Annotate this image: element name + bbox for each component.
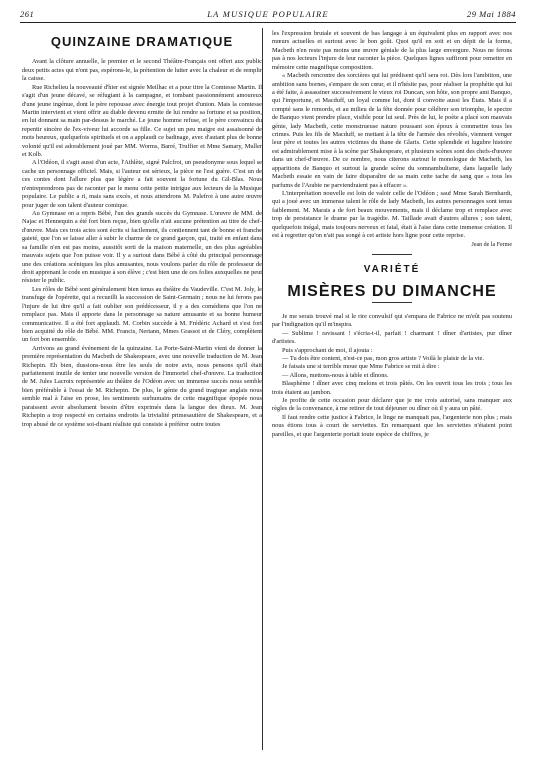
- journal-title: LA MUSIQUE POPULAIRE: [207, 9, 329, 19]
- separator-rule: [372, 254, 412, 255]
- story-paragraph: — Tu dois être content, n'est-ce pas, mon gros artiste ? Voilà le plaisir de la vie.: [282, 354, 484, 362]
- story-paragraph: Blasphème ! dîner avec cinq melons et trois pâtés. On les ouvrit tous les trois ; tous les trois étaient au jambon.: [272, 380, 512, 396]
- article-paragraph: Arrivons au grand événement de la quinzaine. La Porte-Saint-Martin vient de donner la première représentation du Macbeth de Shakespeare, avec une nouvelle traduction de M. Jean Richepin. Eh bien, dussions-nous être les seuls de notre avis, nous pensons qu'il était parfaitement inutile de tenter une nouvelle version de l'immortel chef-d'œuvre. La traduction de M. Jules Lacroix représentée au théâtre de l'Odéon avec un immense succès nous semble bien préférable à l'essai de M. Richepin. De plus, le génie du grand tragique anglais nous semble mal à l'aise en prose, les sentiments surhumains de cette magnifique épopée nous paraissent avoir absolument besoin d'être exprimés dans la langue des dieux. M. Jean Richepin a trop respecté en certains endroits la trivialité primesautière de Shakespeare, et a trop abusé de ce système soi-disant réaliste qui consiste à préférer outre toutes: [22, 344, 262, 428]
- story-paragraph: Je profite de cette occasion pour déclarer que je me crois autorisé, sans manquer aux règles de la convenance, à me retirer de tout déjeuner ou dîner où il y aura un pâté.: [272, 397, 512, 413]
- separator-rule: [372, 302, 412, 303]
- article-paragraph: Les rôles de Bébé sont généralement bien tenus au théâtre du Vaudeville. C'est M. Joly, le transfuge de l'opérette, qui a recueilli la succession de Saint-Germain ; nous ne lui ferons pas l'injure de lui dire qu'il a fait oublier son prédécesseur, il y a des comédiens que l'on ne remplace pas. Mais il apporte dans le personnage sa nature amusante et sa bonne humeur communicative. Il a été fort applaudi. M. Corbin succède à M. Frédéric Achard et s'est fort bien acquitté du rôle de Bébé. MM. Francis, Nertann, Mmes Grassot et de Cléry, complètent un fort bon ensemble.: [22, 285, 262, 344]
- article-paragraph: A l'Odéon, il s'agit aussi d'un acte, l'Athlète, signé Palcfroi, un pseudonyme sous lequel se cache un personnage officiel. Mais, si l'auteur est sérieux, la pièce ne l'est guère. C'est un de ces contes dont l'allure plus que légère a fait souvent la fortune du Gil-Blas. Nous n'entreprendrons pas de raconter par le menu cette petite intrigue aux lecteurs de la Musique populaire. Le public a ri, mais sans excès, et nous attendrons M. Palefroi à une autre œuvre pour juger de son talent d'auteur comique.: [22, 159, 262, 209]
- story-paragraph: — Allons, mettons-nous à table et dînons.: [282, 371, 389, 379]
- section-label: VARIÉTÉ: [363, 263, 421, 275]
- page-header: [20, 8, 516, 22]
- page-number: 261: [20, 9, 35, 19]
- section-heading: QUINZAINE DRAMATIQUE: [50, 34, 234, 49]
- story-paragraph: Il faut rendre cette justice à Fabrice, le linge ne manquait pas, l'argenterie non plus ; mais nous étions tous à court de serviettes. En remarquant que les serviettes n'étaient point pareilles, et que l'argenterie portait toute espèce de chiffres, je: [272, 413, 512, 438]
- article-paragraph: Rue Richelieu la nouveauté d'hier est signée Meilhac et a pour titre la Comtesse Martin. Il s'agit d'un jeune décavé, se réfugiant à la campagne, et tombant passionnément amoureux d'une jeune ingénue, dont le père repousse avec énergie tout projet d'union. Mais la comtesse Martin intervient et vient offrir au diable devenu ermite de lui rendre sa fortune et sa position, en lui donnant sa main par-dessus le marché. Le jeune homme refuse, et le père convaincu du repentir sincère de l'ex-viveur lui accorde sa fille. Ce sujet un peu maigre est assaisonné de mots heureux, quelquefois spirituels et on a applaudi ce badinage, avec d'autant plus de bonne volonté qu'il est adorablement joué par MM. Worms, Barré, Truffier et Mme Samary, Muller et Kolb.: [22, 83, 262, 159]
- article-paragraph: « Macbeth rencontre des sorcières qui lui prédisent qu'il sera roi. Dès lors l'ambition, une ambition sans bornes, s'empare de son cœur, et il n'hésite pas, pour réaliser la prophétie qui lui a été faite, à assassiner successivement le vieux roi Duncan, son hôte, son propre ami Banquo, qui l'importune, et Macduff, un loyal comme lui, dont il convoite aussi les États. Mais il a compté sans le remords, et au milieu de la fête donnée pour célébrer son triomphe, le spectre de Banquo vient prendre place, visible pour lui seul. Près de lui, le poète a placé son mauvais génie, lady Macbeth, cette monstrueuse nature poussant son époux à commettre tous les crimes. Puis les fils de Macduff, se mettant à la tête de l'armée des révoltés, viennent venger leur père et toutes les autres victimes du thane de Glaris. Cette splendide et lugubre histoire est admirablement mise à la scène par Shakespeare, et plusieurs scènes sont des chefs-d'œuvre dans un chef-d'œuvre. De ce nombre, nous citerons surtout le monologue de Macbeth, les apparitions de Banquo et surtout la grande scène du somnambulisme, dans laquelle lady Macbeth essaie en vain de faire disparaître de sa main cette tache de sang que « tous les parfums de l'Arabie ne parviendraient pas à effacer ».: [272, 72, 512, 189]
- story-title: MISÈRES DU DIMANCHE: [287, 283, 497, 301]
- story-paragraph: — Sublime ! ravissant ! s'écria-t-il, parfait ! charmant ! dîner d'artistes, pur dîner d'artistes.: [272, 329, 512, 346]
- right-column: [272, 30, 512, 439]
- header-rule: [20, 22, 516, 23]
- story-paragraph: Je me serais trouvé mal si le rire convulsif qui s'empara de Fabrice ne m'eût pas soutenu par l'indignation qu'il m'inspira.: [272, 312, 512, 329]
- article-paragraph: Au Gymnase on a repris Bébé, l'un des grands succès du Gymnase. L'œuvre de MM. de Najac et Hennequin a été fort bien reçue, bien qu'elle n'ait aucune prétention au titre de chef-d'œuvre. Mais ces trois actes sont écrits si facilement, ils contiennent tant de bonne et franche gaieté, que l'on se laisse aller à subir le charme de ce grand garçon, qui, traité en enfant dans sa famille n'en est pas moins, aussitôt sorti de la maison maternelle, un des plus agréables mauvais sujets que l'on puisse voir. Il y a surtout dans Bébé à côté du principal personnage une des créations scéniques les plus amusantes, nous voulons parler du rôle de professeur de droit apprenant le code en musique à son élève ; c'est bien une de ces folies auxquelles ne peut résister le public.: [22, 210, 262, 285]
- story-paragraph: Je faisais une si terrible moue que Mme Fabrice se mit à dire :: [282, 363, 440, 371]
- author-signature: Jean de la Ferme: [471, 241, 512, 248]
- issue-date: 29 Mai 1884: [467, 9, 516, 19]
- article-paragraph: les l'expression brutale et souvent de bas langage à un équivalent plus en rapport avec nos mœurs actuelles et surtout avec le bon goût. Quoi qu'il en soit et en dépit de la forme, Macbeth n'en reste pas moins une œuvre géniale de la plus large envergure. Nous ne ferons pas à nos lecteurs l'injure de leur raconter la pièce. Quelques lignes suffiront pour remettre en mémoire cette magnifique composition.: [272, 30, 512, 71]
- article-paragraph: Avant la clôture annuelle, le premier et le second Théâtre-Français ont offert aux public deux petits actes qui n'ont pas, espérons-le, la prétention de lutter avec la chaleur et de remplir la caisse.: [22, 58, 262, 83]
- left-column: [22, 30, 262, 429]
- article-paragraph: L'interprétation nouvelle est loin de valoir celle de l'Odéon ; sauf Mme Sarah Bernhardt, qui a joué avec un immense talent le rôle de lady Macbeth, les autres personnages sont tenus faiblement. M. Marais a de fort beaux mouvements, mais il déclame trop et remplace avec trop de persistance le drame par la tragédie. M. Taillade avait d'autres allures ; son talent, quelquefois inégal, mais toujours nerveux et fatal, était à l'aise dans cette immense création. Il est à regretter qu'on n'ait pas songé à cet artiste hors ligne pour cette reprise.: [272, 190, 512, 240]
- column-divider: [262, 28, 263, 750]
- story-paragraph: Puis s'approchant de moi, il ajouta :: [282, 346, 373, 354]
